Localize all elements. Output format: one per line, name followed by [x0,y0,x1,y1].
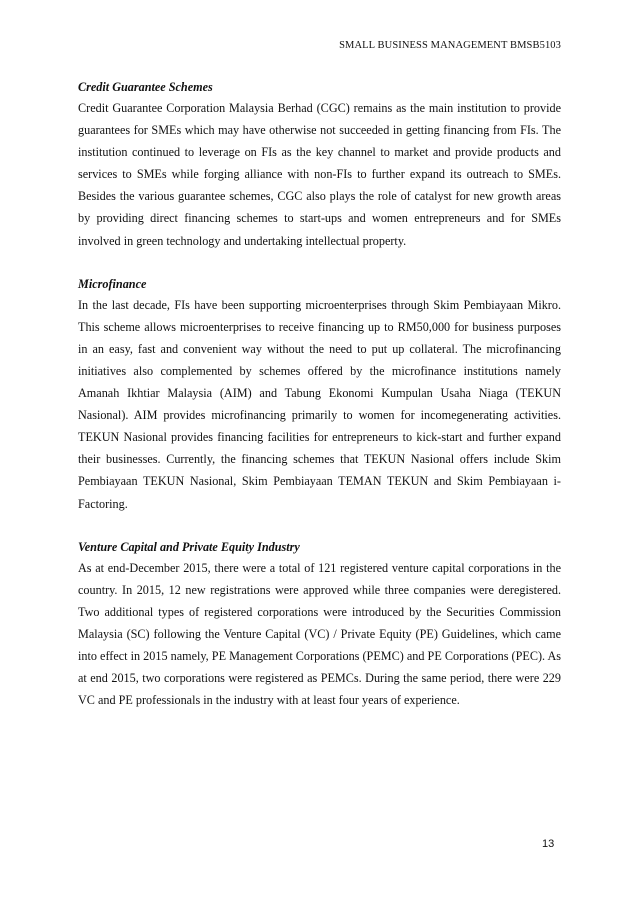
section-title: Microfinance [78,276,147,291]
section-spacer [78,515,561,537]
section-credit-guarantee [78,77,561,252]
page-number: 13 [542,838,555,850]
section-spacer [78,252,561,274]
page-content [78,77,561,711]
section-title: Venture Capital and Private Equity Industry [78,539,300,554]
section-venture-capital [78,537,561,712]
section-title: Credit Guarantee Schemes [78,80,213,94]
section-microfinance [78,274,561,515]
section-paragraph: As at end-December 2015, there were a total of 121 registered venture capital corporations in the country. In 2015, 12 new registrations were approved while three companies were deregistered. Two additional types of registered corporations were introduced by the Securities Commission Malaysia (SC) following the Venture Capital (VC) / Private Equity (PE) Guidelines, which came into effect in 2015 namely, PE Management Corporations (PEMC) and PE Corporations (PEC). As at end 2015, two corporations were registered as PEMCs. During the same period, there were 229 VC and PE professionals in the industry with at least four years of experience. [78,560,561,708]
section-paragraph: Credit Guarantee Corporation Malaysia Berhad (CGC) remains as the main institution to provide guarantees for SMEs which may have otherwise not succeeded in getting financing from FIs. The institution continued to leverage on FIs as the key channel to market and provide products and services to SMEs while forging alliance with non-FIs to further expand its outreach to SMEs. Besides the various guarantee schemes, CGC also plays the role of catalyst for new growth areas by providing direct financing schemes to start-ups and women entrepreneurs and for SMEs involved in green technology and undertaking intellectual property. [78,101,561,248]
section-paragraph: In the last decade, FIs have been supporting microenterprises through Skim Pembiayaan Mikro. This scheme allows microenterprises to receive financing up to RM50,000 for business purposes in an easy, fast and convenient way without the need to put up collateral. The microfinancing initiatives also complemented by schemes offered by the microfinance institutions namely Amanah Ikhtiar Malaysia (AIM) and Tabung Ekonomi Kumpulan Usaha Niaga (TEKUN Nasional). AIM provides microfinancing primarily to women for incomegenerating activities. TEKUN Nasional provides financing facilities for entrepreneurs to kick-start and further expand their businesses. Currently, the financing schemes that TEKUN Nasional offers include Skim Pembiayaan TEKUN Nasional, Skim Pembiayaan TEMAN TEKUN and Skim Pembiayaan i-Factoring. [78,297,561,511]
running-header: SMALL BUSINESS MANAGEMENT BMSB5103 [339,40,561,51]
